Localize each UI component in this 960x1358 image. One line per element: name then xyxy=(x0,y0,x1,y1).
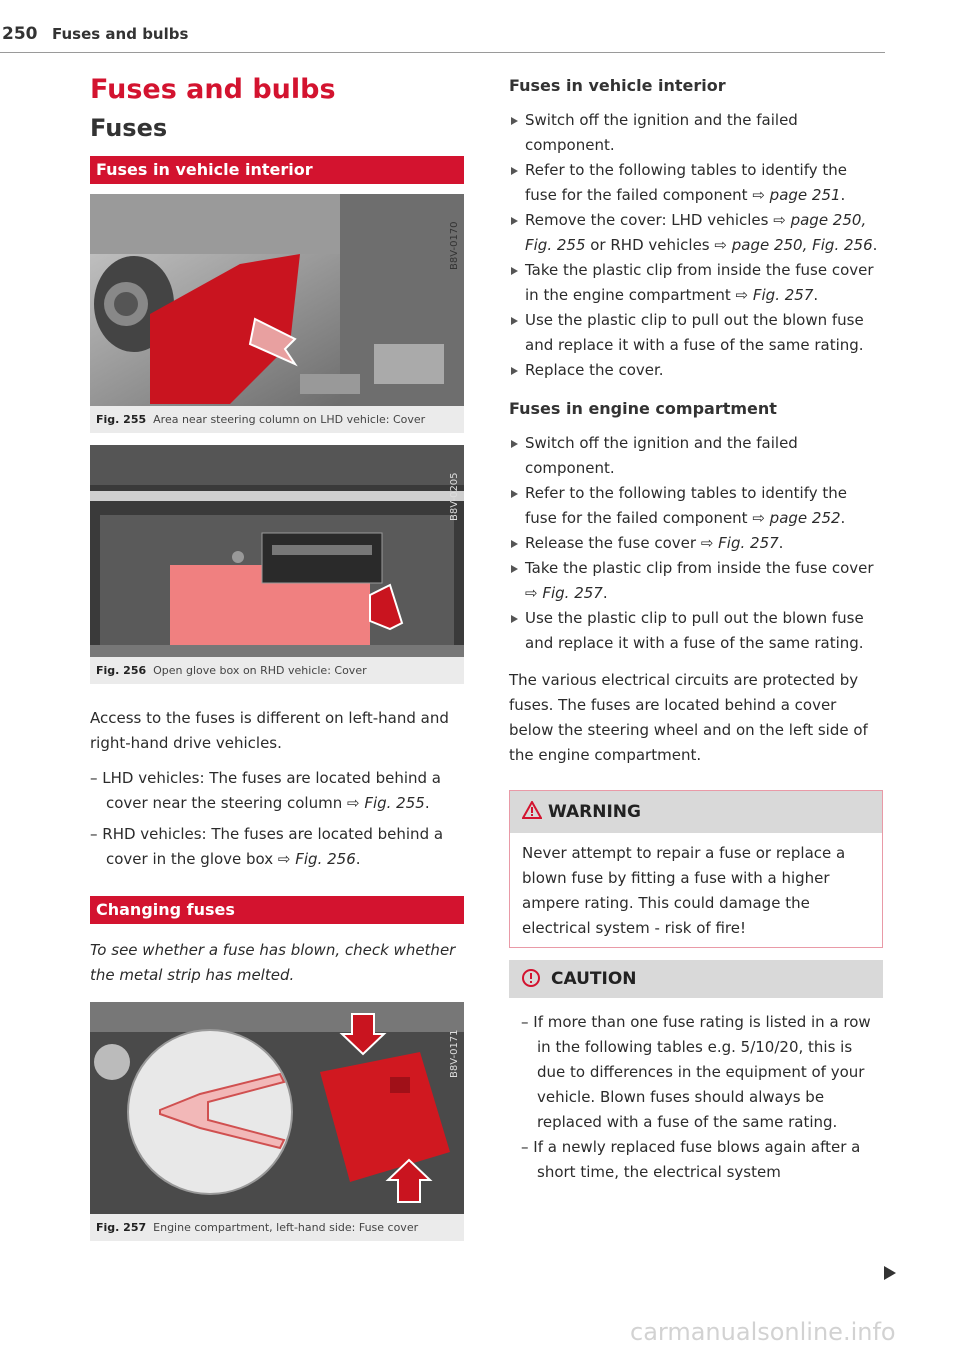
watermark: carmanualsonline.info xyxy=(630,1318,896,1346)
section-lead: To see whether a fuse has blown, check whether the metal strip has melted. xyxy=(90,941,456,984)
page-ref-link[interactable]: page 252 xyxy=(769,509,841,527)
caution-circle-icon xyxy=(521,968,541,988)
warning-triangle-icon xyxy=(522,801,542,819)
step-item: Refer to the following tables to identify the fuse for the failed component ⇨ page 251. xyxy=(509,158,883,208)
fig255-label: Fig. 255 xyxy=(96,413,147,426)
section-bar-interior: Fuses in vehicle interior xyxy=(90,156,464,184)
fig255-code-text: B8V-0170 xyxy=(449,221,460,270)
fig255-code xyxy=(444,200,462,272)
fig257-caption-text: Engine compartment, left-hand side: Fuse cover xyxy=(153,1221,419,1234)
glove-box-illustration xyxy=(90,445,464,657)
fig256-code-text: B8V-0205 xyxy=(449,472,460,521)
bullet-arrow-icon xyxy=(511,367,518,375)
fig255-caption xyxy=(90,406,464,433)
access-list xyxy=(90,766,464,872)
warning-text: Never attempt to repair a fuse or replace a blown fuse by fitting a fuse with a higher ampere rating. This could damage the electrical system - risk of fire! xyxy=(522,844,846,937)
figure-255 xyxy=(90,194,464,433)
figure-256 xyxy=(90,445,464,684)
step-item: Switch off the ignition and the failed component. xyxy=(509,108,883,158)
bullet-arrow-icon xyxy=(511,317,518,325)
fig-ref-link[interactable]: Fig. 256 xyxy=(295,850,356,868)
caution-title: CAUTION xyxy=(551,969,637,989)
page-number: 250 xyxy=(2,24,38,44)
fig256-label: Fig. 256 xyxy=(96,664,147,677)
list-item: – LHD vehicles: The fuses are located behind a cover near the steering column ⇨ Fig. 255. xyxy=(90,769,441,812)
list-item: – If more than one fuse rating is listed in a row in the following tables e.g. 5/10/20, this is due to differences in the equipment of your vehicle. Blown fuses should always be replaced with a fuse of the same rating. xyxy=(521,1013,871,1131)
right-column xyxy=(509,70,883,1185)
steering-column-illustration xyxy=(90,194,464,406)
continue-arrow-icon xyxy=(884,1266,896,1280)
list-item: – If a newly replaced fuse blows again after a short time, the electrical system xyxy=(521,1138,861,1181)
page-ref-link[interactable]: page 250, Fig. 256 xyxy=(731,236,873,254)
list-item: – RHD vehicles: The fuses are located behind a cover in the glove box ⇨ Fig. 256. xyxy=(90,825,444,868)
page-ref-link[interactable]: page 251 xyxy=(769,186,841,204)
running-title: Fuses and bulbs xyxy=(52,25,189,43)
fig257-label: Fig. 257 xyxy=(96,1221,147,1234)
step-item: Take the plastic clip from inside the fuse cover ⇨ Fig. 257. xyxy=(509,556,883,606)
bullet-arrow-icon xyxy=(511,267,518,275)
bullet-arrow-icon xyxy=(511,217,518,225)
page-header xyxy=(0,22,885,53)
warning-header xyxy=(510,791,882,833)
caution-header xyxy=(509,960,883,998)
fig257-caption xyxy=(90,1214,464,1241)
engine-compartment-illustration xyxy=(90,1002,464,1214)
bullet-arrow-icon xyxy=(511,565,518,573)
bullet-arrow-icon xyxy=(511,615,518,623)
section-title: Fuses xyxy=(90,114,168,142)
page-ref-link[interactable]: page 250, Fig. 255 xyxy=(525,211,867,254)
bullet-arrow-icon xyxy=(511,540,518,548)
fig257-photo xyxy=(90,1002,464,1214)
left-column xyxy=(90,70,464,1241)
fig255-photo xyxy=(90,194,464,406)
chapter-title: Fuses and bulbs xyxy=(90,74,336,105)
warning-title: WARNING xyxy=(548,802,641,822)
fig256-photo xyxy=(90,445,464,657)
interior-heading: Fuses in vehicle interior xyxy=(509,76,726,95)
step-item: Remove the cover: LHD vehicles ⇨ page 250, Fig. 255 or RHD vehicles ⇨ page 250, Fig. 256. xyxy=(509,208,883,258)
fig-ref-link[interactable]: Fig. 255 xyxy=(364,794,425,812)
access-paragraph: Access to the fuses is different on left-hand and right-hand drive vehicles. xyxy=(90,709,449,752)
step-item: Use the plastic clip to pull out the blown fuse and replace it with a fuse of the same rating. xyxy=(509,308,883,358)
fig-ref-link[interactable]: Fig. 257 xyxy=(542,584,603,602)
fig256-code xyxy=(444,451,462,523)
step-item: Release the fuse cover ⇨ Fig. 257. xyxy=(509,531,883,556)
step-item: Switch off the ignition and the failed component. xyxy=(509,431,883,481)
circuits-paragraph: The various electrical circuits are protected by fuses. The fuses are located behind a cover below the steering wheel and on the left side of the engine compartment. xyxy=(509,671,868,764)
step-item: Use the plastic clip to pull out the blown fuse and replace it with a fuse of the same rating. xyxy=(509,606,883,656)
bullet-arrow-icon xyxy=(511,490,518,498)
caution-list xyxy=(509,1004,883,1185)
step-item: Replace the cover. xyxy=(509,358,883,383)
fig257-code-text: B8V-0171 xyxy=(449,1029,460,1078)
engine-steps xyxy=(509,431,883,656)
warning-box xyxy=(509,790,883,948)
bullet-arrow-icon xyxy=(511,167,518,175)
fig255-caption-text: Area near steering column on LHD vehicle: Cover xyxy=(153,413,426,426)
fig256-caption xyxy=(90,657,464,684)
fig257-code xyxy=(444,1008,462,1080)
caution-box xyxy=(509,960,883,1185)
section-bar-changing: Changing fuses xyxy=(90,896,464,924)
fig-ref-link[interactable]: Fig. 257 xyxy=(718,534,779,552)
step-item: Take the plastic clip from inside the fuse cover in the engine compartment ⇨ Fig. 257. xyxy=(509,258,883,308)
interior-steps xyxy=(509,108,883,383)
engine-heading: Fuses in engine compartment xyxy=(509,399,777,418)
bullet-arrow-icon xyxy=(511,117,518,125)
step-item: Refer to the following tables to identify the fuse for the failed component ⇨ page 252. xyxy=(509,481,883,531)
fig-ref-link[interactable]: Fig. 257 xyxy=(752,286,814,304)
bullet-arrow-icon xyxy=(511,440,518,448)
figure-257 xyxy=(90,1002,464,1241)
fig256-caption-text: Open glove box on RHD vehicle: Cover xyxy=(153,664,367,677)
